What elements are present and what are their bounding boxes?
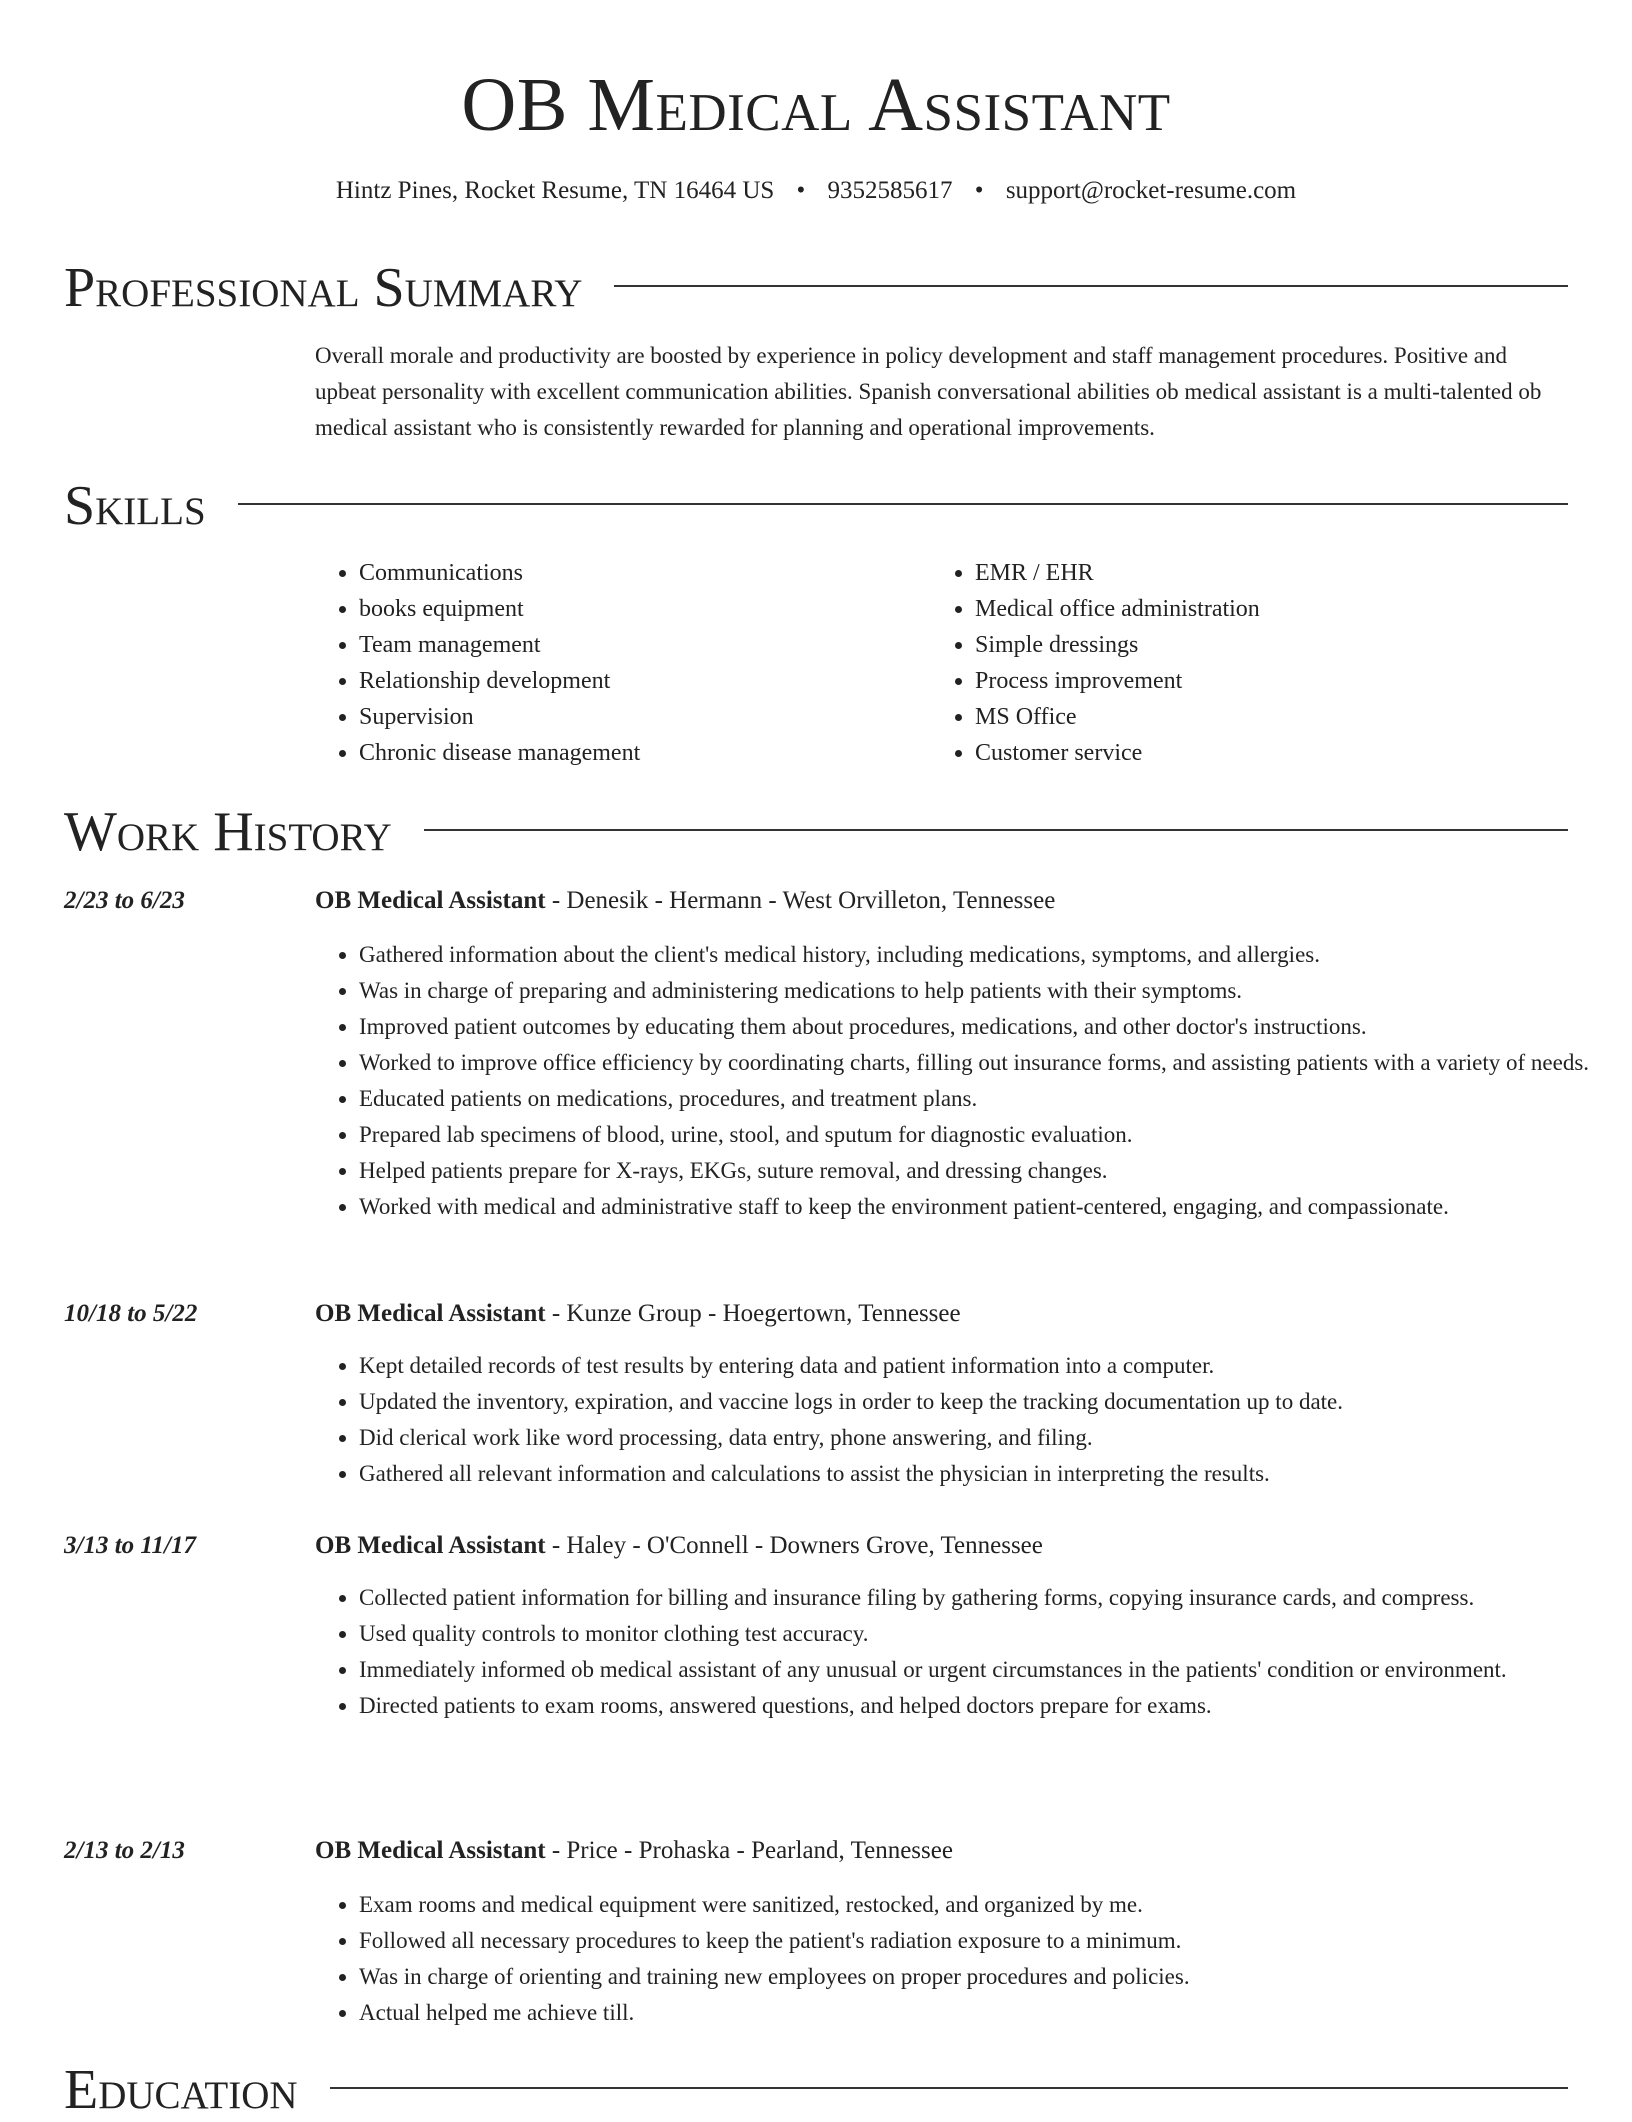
job-bullet: • Educated patients on medications, procedures, and treatment plans. bbox=[359, 1081, 1609, 1117]
job-dates: 10/18 to 5/22 bbox=[64, 1300, 198, 1327]
job-employer: - Haley - O'Connell - Downers Grove, Tennessee bbox=[545, 1532, 1043, 1559]
job-title: OB Medical Assistant bbox=[315, 887, 546, 914]
education-section-title: Education bbox=[64, 2059, 298, 2121]
skill-item: • Simple dressings bbox=[975, 627, 1575, 663]
work-section-header bbox=[64, 800, 1568, 864]
job-dates: 2/13 to 2/13 bbox=[64, 1837, 185, 1864]
contact-email: support@rocket-resume.com bbox=[1005, 177, 1297, 204]
job-bullet: • Followed all necessary procedures to keep the patient's radiation exposure to a minimum. bbox=[359, 1923, 1609, 1959]
job-bullet: • Updated the inventory, expiration, and vaccine logs in order to keep the tracking documentation up to date. bbox=[359, 1384, 1609, 1420]
job-bullet: • Used quality controls to monitor clothing test accuracy. bbox=[359, 1616, 1609, 1652]
skill-item: • books equipment bbox=[359, 591, 959, 627]
job-dates: 3/13 to 11/17 bbox=[64, 1532, 196, 1559]
section-divider bbox=[330, 2087, 1568, 2089]
job-bullet: • Kept detailed records of test results by entering data and patient information into a computer. bbox=[359, 1348, 1609, 1384]
job-employer: - Denesik - Hermann - West Orvilleton, Tennessee bbox=[545, 887, 1056, 914]
skills-section-header bbox=[64, 474, 1568, 538]
job-bullets bbox=[315, 1348, 1609, 1492]
skill-item: • EMR / EHR bbox=[975, 555, 1575, 591]
job-bullet: • Was in charge of orienting and training new employees on proper procedures and policies. bbox=[359, 1959, 1609, 1995]
contact-line bbox=[0, 175, 1632, 207]
job-bullet: • Actual helped me achieve till. bbox=[359, 1995, 1609, 2031]
job-title: OB Medical Assistant bbox=[315, 1532, 546, 1559]
job-bullets bbox=[315, 937, 1609, 1225]
job-title: OB Medical Assistant bbox=[315, 1300, 546, 1327]
section-divider bbox=[238, 503, 1568, 505]
job-employer: - Kunze Group - Hoegertown, Tennessee bbox=[545, 1300, 961, 1327]
contact-phone: 9352585617 bbox=[827, 177, 953, 204]
skill-item: • Chronic disease management bbox=[359, 735, 959, 771]
job-bullet: • Worked with medical and administrative staff to keep the environment patient-centered, engaging, and compassionate. bbox=[359, 1189, 1609, 1225]
skill-item: • MS Office bbox=[975, 699, 1575, 735]
job-bullet: • Exam rooms and medical equipment were sanitized, restocked, and organized by me. bbox=[359, 1887, 1609, 1923]
skill-item: • Supervision bbox=[359, 699, 959, 735]
job-heading bbox=[315, 1296, 1565, 1332]
job-bullet: • Directed patients to exam rooms, answered questions, and helped doctors prepare for exams. bbox=[359, 1688, 1609, 1724]
contact-separator: • bbox=[974, 177, 984, 204]
skill-item: • Communications bbox=[359, 555, 959, 591]
job-heading bbox=[315, 883, 1565, 919]
summary-section-header bbox=[64, 256, 1568, 320]
job-bullet: • Immediately informed ob medical assistant of any unusual or urgent circumstances in the patients' condition or environment. bbox=[359, 1652, 1609, 1688]
skill-item: • Medical office administration bbox=[975, 591, 1575, 627]
job-bullet: • Improved patient outcomes by educating them about procedures, medications, and other doctor's instructions. bbox=[359, 1009, 1609, 1045]
skills-list-left bbox=[315, 555, 959, 771]
contact-address: Hintz Pines, Rocket Resume, TN 16464 US bbox=[335, 177, 775, 204]
job-bullet: • Did clerical work like word processing, data entry, phone answering, and filing. bbox=[359, 1420, 1609, 1456]
job-bullet: • Gathered information about the client's medical history, including medications, symptoms, and allergies. bbox=[359, 937, 1609, 973]
skills-list-right bbox=[931, 555, 1575, 771]
job-dates: 2/23 to 6/23 bbox=[64, 887, 185, 914]
skill-item: • Customer service bbox=[975, 735, 1575, 771]
job-bullets bbox=[315, 1580, 1609, 1724]
job-bullets bbox=[315, 1887, 1609, 2031]
skills-section-title: Skills bbox=[64, 475, 206, 537]
job-bullet: • Collected patient information for billing and insurance filing by gathering forms, copying insurance cards, and compress. bbox=[359, 1580, 1609, 1616]
work-section-title: Work History bbox=[64, 801, 392, 863]
skill-item: • Team management bbox=[359, 627, 959, 663]
job-bullet: • Gathered all relevant information and calculations to assist the physician in interpreting the results. bbox=[359, 1456, 1609, 1492]
skill-item: • Process improvement bbox=[975, 663, 1575, 699]
job-heading bbox=[315, 1528, 1565, 1564]
section-divider bbox=[614, 285, 1568, 287]
summary-text: Overall morale and productivity are boosted by experience in policy development and staff management procedures. Positive and upbeat personality with excellent communication abilities. Spanish conversational abilities ob medical assistant is a multi-talented ob medical assistant who is consistently rewarded for planning and operational improvements. bbox=[315, 343, 1542, 440]
job-bullet: • Prepared lab specimens of blood, urine, stool, and sputum for diagnostic evaluation. bbox=[359, 1117, 1609, 1153]
summary-section-title: Professional Summary bbox=[64, 257, 583, 319]
resume-name: OB Medical Assistant bbox=[461, 63, 1171, 147]
skill-item: • Relationship development bbox=[359, 663, 959, 699]
education-section-header bbox=[64, 2058, 1568, 2122]
job-bullet: • Worked to improve office efficiency by coordinating charts, filling out insurance forms, and assisting patients with a variety of needs. bbox=[359, 1045, 1609, 1081]
job-bullet: • Helped patients prepare for X-rays, EKGs, suture removal, and dressing changes. bbox=[359, 1153, 1609, 1189]
job-title: OB Medical Assistant bbox=[315, 1837, 546, 1864]
job-employer: - Price - Prohaska - Pearland, Tennessee bbox=[545, 1837, 953, 1864]
job-heading bbox=[315, 1833, 1565, 1869]
job-bullet: • Was in charge of preparing and administering medications to help patients with their symptoms. bbox=[359, 973, 1609, 1009]
section-divider bbox=[424, 829, 1568, 831]
contact-separator: • bbox=[796, 177, 806, 204]
